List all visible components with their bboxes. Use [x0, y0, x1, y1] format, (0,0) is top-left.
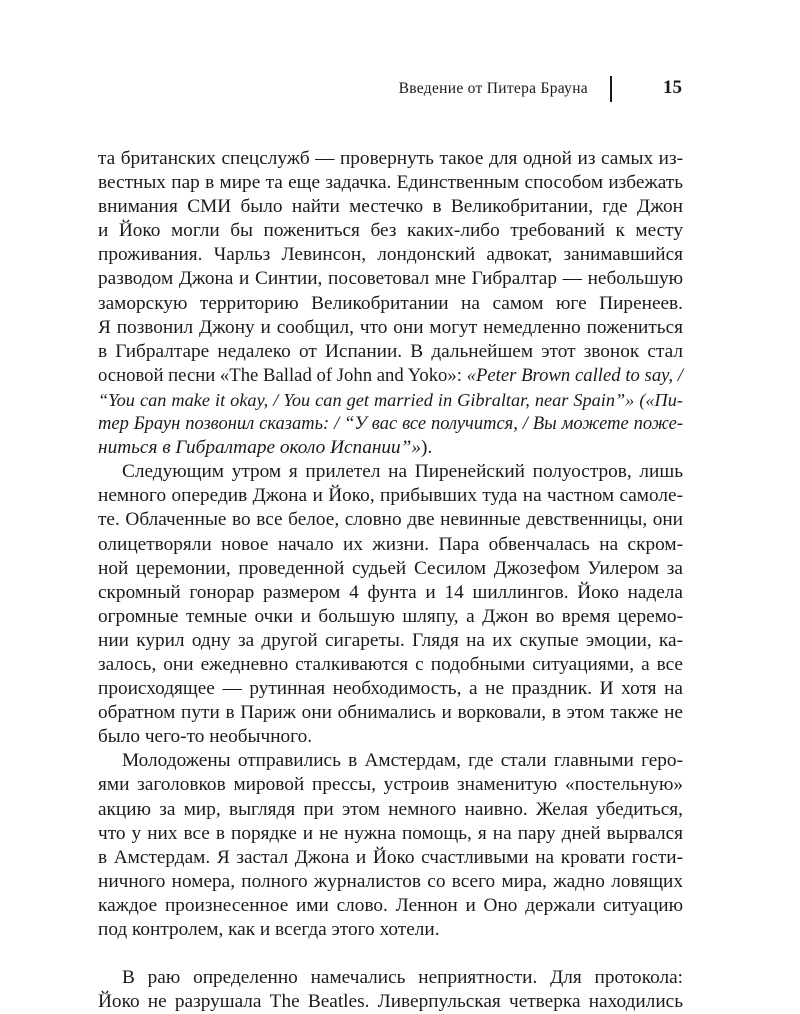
text-line: [98, 412, 683, 436]
text-line: залось, они ежедневно сталкиваются с подобными ситуациями, а все: [98, 653, 683, 675]
text-line: в Амстердам. Я застал Джона и Йоко счастливыми на кровати гости-: [98, 846, 683, 868]
paragraph-4: [98, 966, 683, 1014]
running-head: [0, 76, 800, 106]
text-line: [98, 388, 683, 412]
text-line: проживания. Чарльз Левинсон, лондонский адвокат, занимавшийся: [98, 244, 683, 266]
text-line: та британских спецслужб — провернуть такое для одной из самых из-: [98, 148, 683, 169]
lyric-quote: “You can make it okay, / You can get married in Gibraltar, near Spain”» («Пи-: [98, 389, 683, 410]
text-line: что у них все в порядке и не нужна помощь, я на пару дней вырвался: [98, 822, 683, 844]
page-number: 15: [663, 77, 682, 98]
closing-punctuation: ).: [421, 437, 433, 459]
text-line: разводом Джона и Синтии, посоветовал мне Гибралтар — небольшую: [98, 268, 683, 290]
text-line: заморскую территорию Великобритании на самом юге Пиренеев.: [98, 292, 683, 314]
section-break: [98, 942, 683, 966]
body-text: [98, 147, 683, 1014]
text-line: олицетворяли новое начало их жизни. Пара обвенчалась на скром-: [98, 533, 683, 555]
text-line: огромные темные очки и большую шляпу, а Джон во время церемо-: [98, 605, 683, 627]
text-line: немного опередив Джона и Йоко, прибывших туда на частном самоле-: [98, 485, 683, 507]
text-line: и Йоко могли бы пожениться без каких-либо требований к месту: [98, 220, 683, 242]
section-title: Введение от Питера Брауна: [398, 80, 588, 97]
text-line: обратном пути в Париж они обнимались и ворковали, в этом также не: [98, 702, 683, 724]
header-divider: [610, 76, 612, 102]
text-line: внимания СМИ было найти местечко в Великобритании, где Джон: [98, 196, 683, 218]
lyric-quote: тер Браун позвонил сказать: / “У вас все получится, / Вы можете поже-: [98, 414, 683, 435]
text-line: ной церемонии, проведенной судьей Сесилом Джозефом Уилером за: [98, 557, 683, 579]
paragraph-3: [98, 749, 683, 942]
lyric-quote: ниться в Гибралтаре около Испании”»: [98, 437, 422, 459]
text-line: Я позвонил Джону и сообщил, что они могут немедленно пожениться: [98, 316, 683, 338]
lyric-quote: «Peter Brown called to say, /: [466, 364, 683, 386]
text-line: каждое произнесенное ими слово. Леннон и Оно держали ситуацию: [98, 894, 683, 916]
text-line: акцию за мир, выглядя при этом немного наивно. Желая убедиться,: [98, 798, 683, 820]
text-line: под контролем, как и всегда этого хотели.: [98, 919, 440, 940]
text-line: происходящее — рутинная необходимость, а не праздник. И хотя на: [98, 678, 683, 700]
paragraph-2: [98, 460, 683, 749]
text-line: вестных пар в мире та еще задачка. Единственным способом избежать: [98, 172, 683, 194]
text-line: Йоко не разрушала The Beatles. Ливерпульская четверка находились: [98, 991, 683, 1013]
text-line: Следующим утром я прилетел на Пиренейский полуостров, лишь: [122, 461, 683, 483]
paragraph-1: [98, 147, 683, 460]
text-line: в Гибралтаре недалеко от Испании. В дальнейшем этот звонок стал: [98, 340, 683, 362]
text-line: скромный гонорар размером 4 фунта и 14 шиллингов. Йоко надела: [98, 581, 683, 603]
text-line: В раю определенно намечались неприятности. Для протокола:: [122, 967, 683, 989]
text-line: [98, 436, 683, 460]
text-line: ями заголовков мировой прессы, устроив знаменитую «постельную»: [98, 774, 683, 796]
song-reference: основой песни «The Ballad of John and Yoko»:: [98, 364, 467, 386]
text-line: нии курил одну за другой сигареты. Глядя на их скупые эмоции, ка-: [98, 629, 683, 651]
text-line: Молодожены отправились в Амстердам, где стали главными геро-: [122, 750, 683, 772]
text-line: было чего-то необычного.: [98, 726, 313, 748]
text-line: [98, 364, 683, 388]
text-line: ничного номера, полного журналистов со всего мира, жадно ловящих: [98, 870, 683, 892]
text-line: те. Облаченные во все белое, словно две невинные девственницы, они: [98, 509, 683, 531]
